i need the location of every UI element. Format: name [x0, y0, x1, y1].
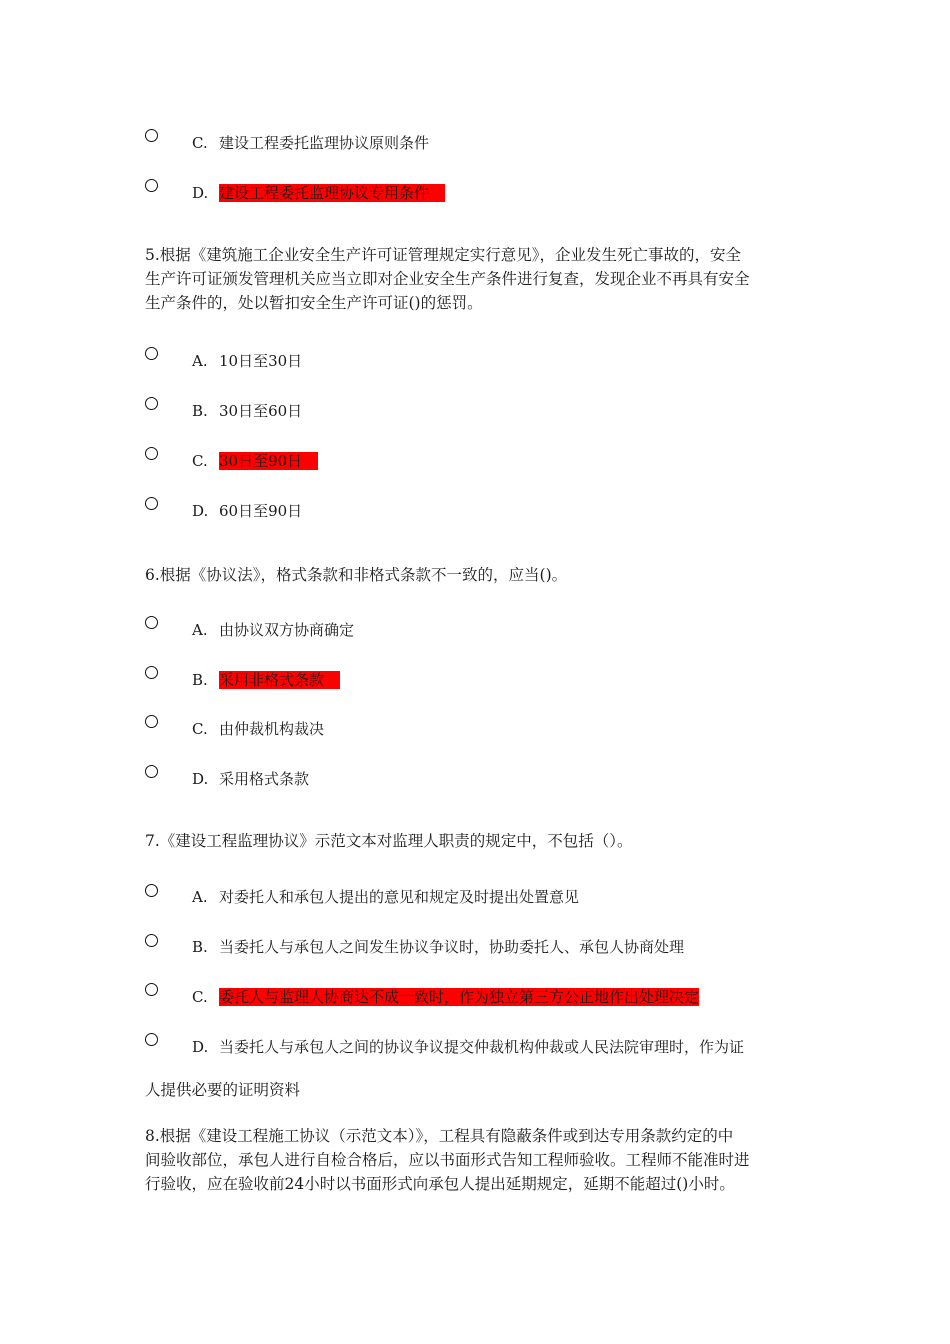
q7-option-a: A. 对委托人和承包人提出的意见和规定及时提出处置意见 — [192, 888, 580, 906]
q6-option-a-radio[interactable] — [145, 616, 158, 629]
q6-option-b-radio[interactable] — [145, 666, 158, 679]
q5-option-c: C. 30日至90日 — [192, 451, 318, 471]
q5-option-b: B. 30日至60日 — [192, 402, 303, 420]
answer-highlight: 建设工程委托监理协议专用条件 — [219, 184, 445, 202]
q5-option-d: D. 60日至90日 — [192, 502, 303, 520]
q5-option-b-radio[interactable] — [145, 397, 158, 410]
answer-highlight: 采用非格式条款 — [219, 671, 340, 689]
q7-option-c-radio[interactable] — [145, 983, 158, 996]
q6-option-c: C. 由仲裁机构裁决 — [192, 720, 325, 738]
q4-option-c: C. 建设工程委托监理协议原则条件 — [192, 134, 430, 152]
q7-option-d-continuation: 人提供必要的证明资料 — [145, 1081, 301, 1099]
q5-text: 5.根据《建筑施工企业安全生产许可证管理规定实行意见》，企业发生死亡事故的，安全 生产许可证颁发管理机关应当立即对企业安全生产条件进行复查，发现企业不再具有安全 生产条件的，处以暂扣安全生产许可证()的惩罚。 — [145, 246, 750, 312]
q5-option-d-radio[interactable] — [145, 497, 158, 510]
answer-highlight: 委托人与监理人协商达不成一致时，作为独立第三方公正地作出处理决定 — [219, 988, 700, 1006]
q6-option-c-radio[interactable] — [145, 715, 158, 728]
q4-option-d: D. 建设工程委托监理协议专用条件 — [192, 183, 445, 203]
q8-text: 8.根据《建设工程施工协议（示范文本）》，工程具有隐蔽条件或到达专用条款约定的中 间验收部位，承包人进行自检合格后，应以书面形式告知工程师验收。工程师不能准时进 行验收，应在验收前24小时以书面形式向承包人提出延期规定，延期不能超过()小时。 — [145, 1127, 750, 1193]
q6-option-d-radio[interactable] — [145, 765, 158, 778]
q6-option-b: B. 采用非格式条款 — [192, 670, 340, 690]
q5-option-c-radio[interactable] — [145, 447, 158, 460]
q7-option-d: D. 当委托人与承包人之间的协议争议提交仲裁机构仲裁或人民法院审理时，作为证 — [192, 1038, 745, 1056]
q6-text: 6.根据《协议法》，格式条款和非格式条款不一致的，应当()。 — [145, 566, 568, 584]
q7-option-a-radio[interactable] — [145, 884, 158, 897]
q7-option-c: C. 委托人与监理人协商达不成一致时，作为独立第三方公正地作出处理决定 — [192, 988, 700, 1006]
q5-option-a-radio[interactable] — [145, 347, 158, 360]
q7-text: 7.《建设工程监理协议》示范文本对监理人职责的规定中，不包括（）。 — [145, 832, 633, 850]
q7-option-b: B. 当委托人与承包人之间发生协议争议时，协助委托人、承包人协商处理 — [192, 938, 685, 956]
q7-option-b-radio[interactable] — [145, 934, 158, 947]
q7-option-d-radio[interactable] — [145, 1033, 158, 1046]
q4-option-d-radio[interactable] — [145, 179, 158, 192]
q4-option-c-radio[interactable] — [145, 129, 158, 142]
q6-option-d: D. 采用格式条款 — [192, 770, 310, 788]
q6-option-a: A. 由协议双方协商确定 — [192, 621, 355, 639]
q5-option-a: A. 10日至30日 — [192, 352, 303, 370]
answer-highlight: 30日至90日 — [219, 452, 318, 470]
